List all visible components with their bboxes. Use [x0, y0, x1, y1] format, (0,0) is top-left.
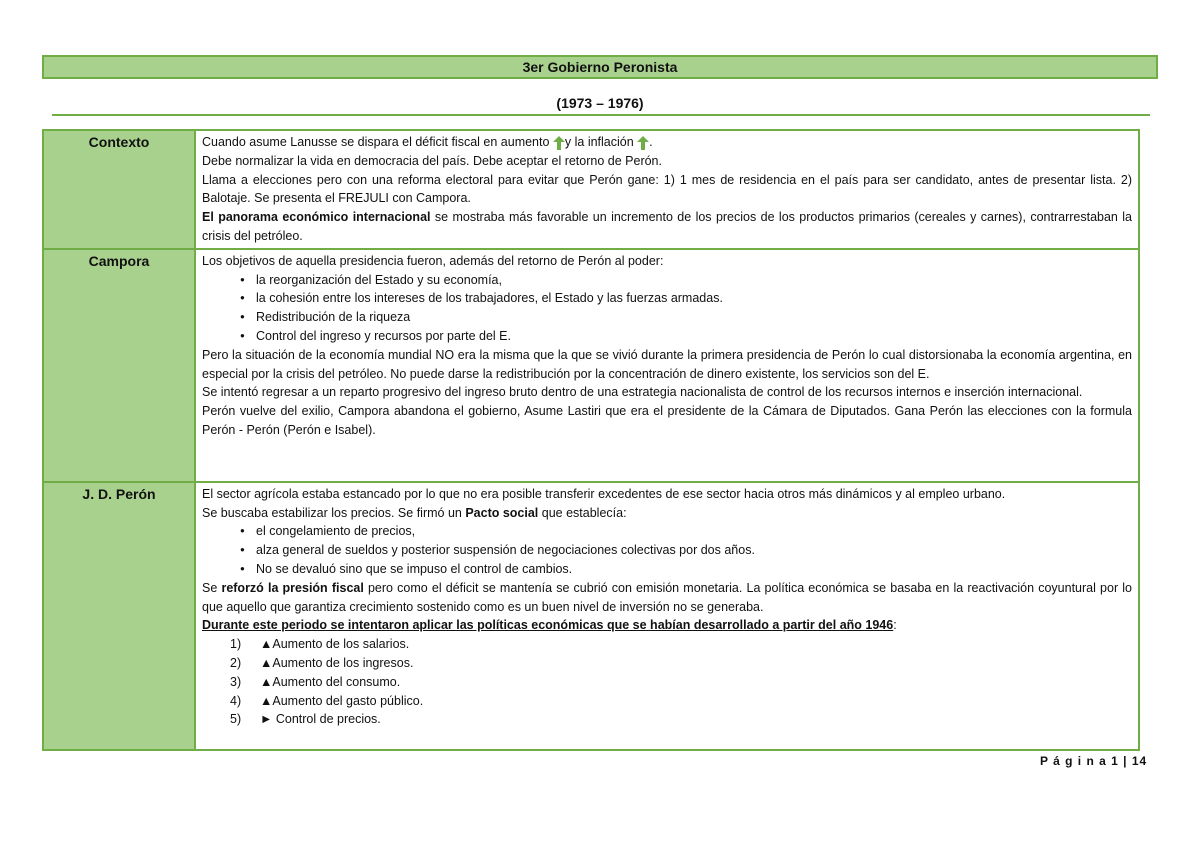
triangle-up-icon: ▲	[260, 693, 273, 708]
page-footer	[1040, 754, 1147, 768]
table-row-campora	[43, 249, 1139, 482]
row-label-peron: J. D. Perón	[43, 482, 195, 750]
list-item: ● Control del ingreso y recursos por parte del E.	[240, 327, 1132, 346]
page-number: 1	[1111, 754, 1119, 768]
triangle-up-icon: ▲	[260, 655, 273, 670]
list-item: ● No se devaluó sino que se impuso el control de cambios.	[240, 560, 1132, 579]
contexto-line-4: El panorama económico internacional se mostraba más favorable un incremento de los precios de los productos primarios (cereales y carnes), contrarrestaban la crisis del petróleo.	[202, 210, 1132, 243]
triangle-up-icon: ▲	[260, 637, 273, 652]
list-item: 4) ▲Aumento del gasto público.	[230, 693, 424, 708]
increase-arrow-icon	[553, 136, 565, 150]
peron-paragraph-2: Se buscaba estabilizar los precios. Se firmó un Pacto social que establecía:	[202, 505, 627, 520]
contexto-line-2: Debe normalizar la vida en democracia del país. Debe aceptar el retorno de Perón.	[202, 153, 662, 168]
list-item: ● Redistribución de la riqueza	[240, 308, 1132, 327]
campora-objectives-list	[202, 271, 1132, 346]
table-row-contexto	[43, 130, 1139, 249]
triangle-right-icon: ►	[260, 712, 276, 727]
subtitle-divider	[52, 114, 1150, 116]
list-item: ● alza general de sueldos y posterior suspensión de negociaciones colectivas por dos años.	[240, 541, 1132, 560]
row-label-contexto: Contexto	[43, 130, 195, 249]
list-item: ● la reorganización del Estado y su economía,	[240, 271, 1132, 290]
row-content-peron	[195, 482, 1139, 750]
row-content-contexto	[195, 130, 1139, 249]
peron-policy-list	[202, 635, 1132, 729]
contexto-line-1: Cuando asume Lanusse se dispara el déficit fiscal en aumento y la inflación .	[202, 135, 653, 149]
document-subtitle: (1973 – 1976)	[556, 95, 644, 111]
campora-paragraph-1: Pero la situación de la economía mundial NO era la misma que la que se vivió durante la primera presidencia de Perón lo cual distorsionaba la economía argentina, en especial por la crisis del petróleo. No puede darse la redistribución por la concentración de dinero existente, los servicios son del E.	[202, 347, 1132, 381]
row-content-campora	[195, 249, 1139, 482]
row-label-campora: Campora	[43, 249, 195, 482]
campora-intro: Los objetivos de aquella presidencia fueron, además del retorno de Perón al poder:	[202, 253, 664, 268]
table-row-peron	[43, 482, 1139, 750]
peron-paragraph-3: Se reforzó la presión fiscal pero como el déficit se mantenía se cubrió con emisión monetaria. La política económica se basaba en la reactivación coyuntural por lo que aquello que garantiza crecimiento sostenido como es un buen nivel de inversión no se generaba.	[202, 580, 1132, 614]
peron-pact-list	[202, 522, 1132, 578]
document-title: 3er Gobierno Peronista	[42, 55, 1158, 79]
list-item: 1) ▲Aumento de los salarios.	[230, 637, 410, 652]
list-item: 2) ▲Aumento de los ingresos.	[230, 655, 414, 670]
page-word: P á g i n a	[1040, 754, 1107, 768]
page-total: 14	[1131, 754, 1148, 768]
page-separator: |	[1118, 754, 1132, 768]
summary-table	[42, 129, 1140, 751]
campora-paragraph-3: Perón vuelve del exilio, Campora abandona el gobierno, Asume Lastiri que era el presidente de la Cámara de Diputados. Gana Perón las elecciones con la formula Perón - Perón (Perón e Isabel).	[202, 404, 1132, 437]
contexto-line-3: Llama a elecciones pero con una reforma electoral para evitar que Perón gane: 1) 1 mes de residencia en el país para ser candidato, antes de presentar lista. 2) Balotaje. Se presenta el FREJULI con Campora.	[202, 172, 1132, 206]
peron-paragraph-4: Durante este periodo se intentaron aplicar las políticas económicas que se habían desarrollado a partir del año 1946:	[202, 618, 897, 633]
list-item: ● el congelamiento de precios,	[240, 522, 1132, 541]
peron-paragraph-1: El sector agrícola estaba estancado por lo que no era posible transferir excedentes de ese sector hacia otros más dinámicos y al empleo urbano.	[202, 486, 1006, 501]
list-item: 5) ► Control de precios.	[230, 712, 381, 727]
campora-paragraph-2: Se intentó regresar a un reparto progresivo del ingreso bruto dentro de una estrategia nacionalista de control de los recursos internos e inserción internacional.	[202, 385, 1083, 400]
increase-arrow-icon	[637, 136, 649, 150]
list-item: ● la cohesión entre los intereses de los trabajadores, el Estado y las fuerzas armadas.	[240, 289, 1132, 308]
list-item: 3) ▲Aumento del consumo.	[230, 674, 401, 689]
triangle-up-icon: ▲	[260, 674, 273, 689]
